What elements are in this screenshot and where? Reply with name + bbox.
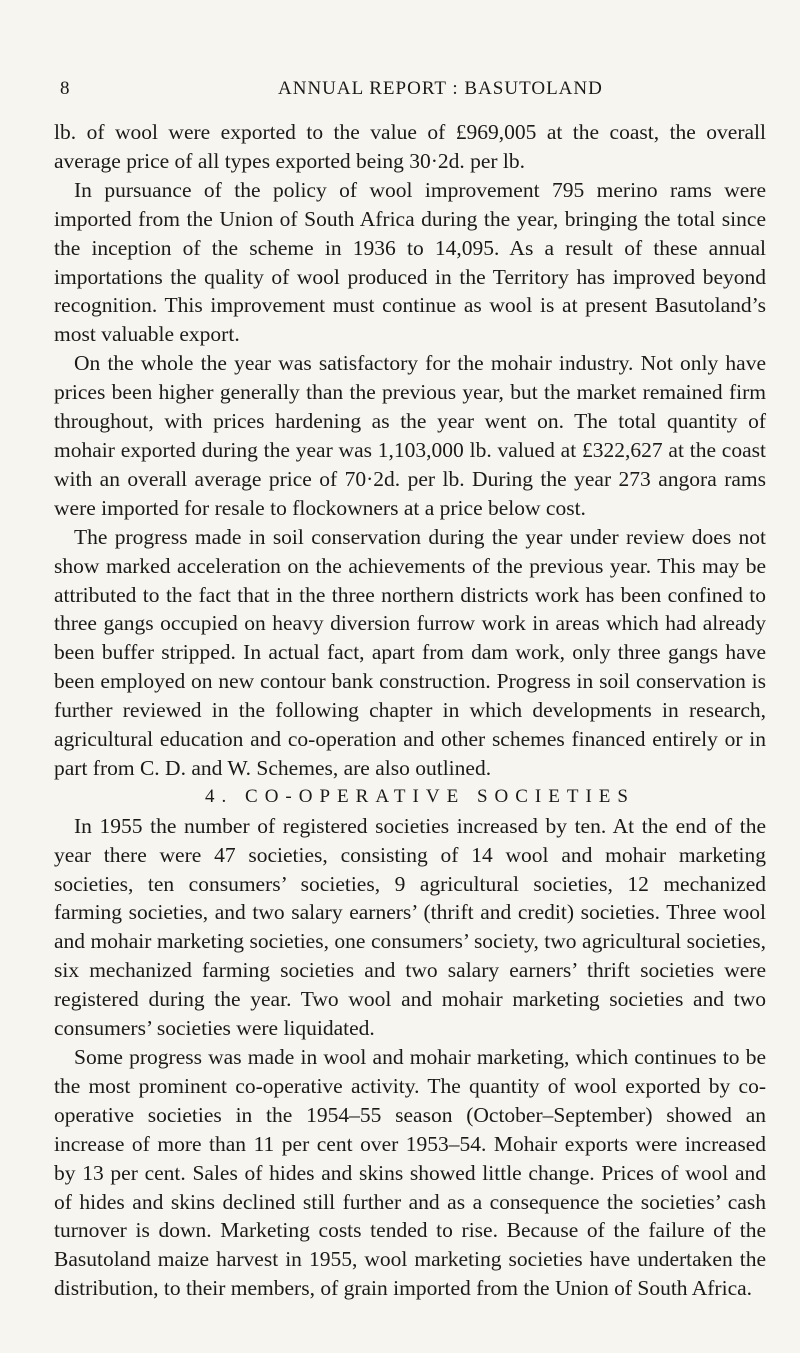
paragraph-registered-societies: In 1955 the number of registered societies increased by ten. At the end of the year there were 47 societies, consisting of 14 wool and mohair marketing societies, ten consumers’ societies, 9 agricultural societies, 12 mechanized farming societies, and two salary earners’ (thrift and credit) societies. Three wool and mohair marketing societies, one consumers’ society, two agricultural societies, six mechanized farming societies and two salary earners’ thrift societies were registered during the year. Two wool and mohair marketing societies and two consumers’ societies were liquidated. (54, 813, 766, 1041)
paragraph-soil-conservation: The progress made in soil conservation during the year under review does not show marked acceleration on the achievements of the previous year. This may be attributed to the fact that in the three northern districts work has been confined to three gangs occupied on heavy diversion furrow work in areas which had already been buffer stripped. In actual fact, apart from dam work, only three gangs have been employed on new contour bank construction. Progress in soil conservation is further reviewed in the following chapter in which developments in research, agricultural education and co-operation and other schemes financed entirely or in part from C. D. and W. Schemes, are also outlined. (54, 524, 766, 780)
document-page (54, 0, 766, 1353)
paragraph-wool-mohair-marketing: Some progress was made in wool and mohair marketing, which continues to be the most prominent co-operative activity. The quantity of wool exported by co-operative societies in the 1954–55 season (October–September) showed an increase of more than 11 per cent over 1953–54. Mohair exports were increased by 13 per cent. Sales of hides and skins showed little change. Prices of wool and of hides and skins declined still further and as a consequence the societies’ cash turnover is down. Marketing costs tended to rise. Because of the failure of the Basutoland maize harvest in 1955, wool marketing societies have undertaken the distribution, to their members, of grain imported from the Union of South Africa. (54, 1045, 766, 1301)
section-heading: 4. CO-OPERATIVE SOCIETIES (205, 785, 635, 807)
header-title: ANNUAL REPORT : BASUTOLAND (278, 78, 603, 99)
page-number: 8 (60, 78, 71, 99)
body-text (54, 118, 766, 1303)
paragraph-wool-exports: lb. of wool were exported to the value of £969,005 at the coast, the overall average price of all types exported being 30·2d. per lb. (54, 120, 766, 173)
running-header (54, 78, 766, 106)
paragraph-mohair-industry: On the whole the year was satisfactory for the mohair industry. Not only have prices been higher generally than the previous year, but the market remained firm throughout, with prices hardening as the year went on. The total quantity of mohair exported during the year was 1,103,000 lb. valued at £322,627 at the coast with an overall average price of 70·2d. per lb. During the year 273 angora rams were imported for resale to flockowners at a price below cost. (54, 351, 766, 520)
paragraph-merino-rams: In pursuance of the policy of wool improvement 795 merino rams were imported from the Union of South Africa during the year, bringing the total since the inception of the scheme in 1936 to 14,095. As a result of these annual importations the quality of wool produced in the Territory has improved beyond recognition. This improvement must continue as wool is at present Basutoland’s most valuable export. (54, 177, 766, 347)
